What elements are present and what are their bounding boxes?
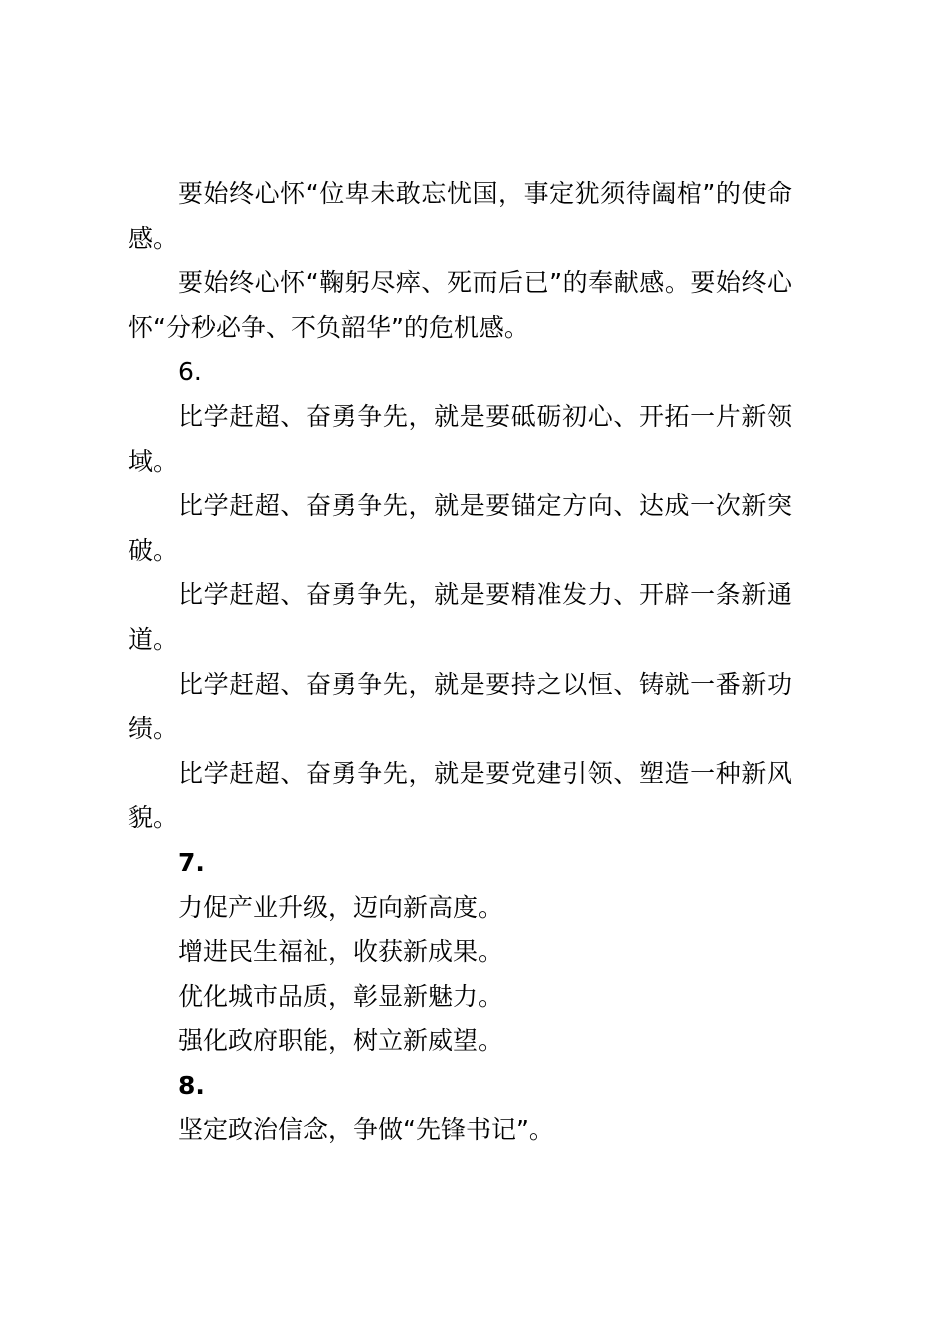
paragraph-dedication: 要始终心怀“鞠躬尽瘁、死而后已”的奉献感。要始终心怀“分秒必争、不负韶华”的危机感。 [128, 268, 792, 342]
paragraph-new-channel: 比学赶超、奋勇争先，就是要精准发力、开辟一条新通道。 [128, 580, 792, 654]
paragraph-new-achievement: 比学赶超、奋勇争先，就是要持之以恒、铸就一番新功绩。 [128, 669, 792, 744]
section-number-6: 6. [178, 357, 202, 387]
paragraph-new-style: 比学赶超、奋勇争先，就是要党建引领、塑造一种新风貌。 [128, 758, 792, 833]
paragraph-mission: 要始终心怀“位卑未敢忘忧国，事定犹须待阖棺”的使命感。 [128, 179, 792, 253]
paragraph-livelihood: 增进民生福祉，收获新成果。 [178, 937, 504, 967]
document-body [128, 172, 792, 1153]
paragraph-government: 强化政府职能，树立新威望。 [178, 1026, 504, 1056]
paragraph-city-quality: 优化城市品质，彰显新魅力。 [178, 981, 504, 1011]
paragraph-political-belief: 坚定政治信念，争做“先锋书记”。 [178, 1115, 554, 1145]
section-number-8: 8. [178, 1070, 205, 1100]
paragraph-new-breakthrough: 比学赶超、奋勇争先，就是要锚定方向、达成一次新突破。 [128, 491, 792, 565]
paragraph-new-field: 比学赶超、奋勇争先，就是要砥砺初心、开拓一片新领域。 [128, 401, 792, 476]
paragraph-industry: 力促产业升级，迈向新高度。 [178, 892, 504, 922]
section-number-7: 7. [178, 847, 205, 877]
